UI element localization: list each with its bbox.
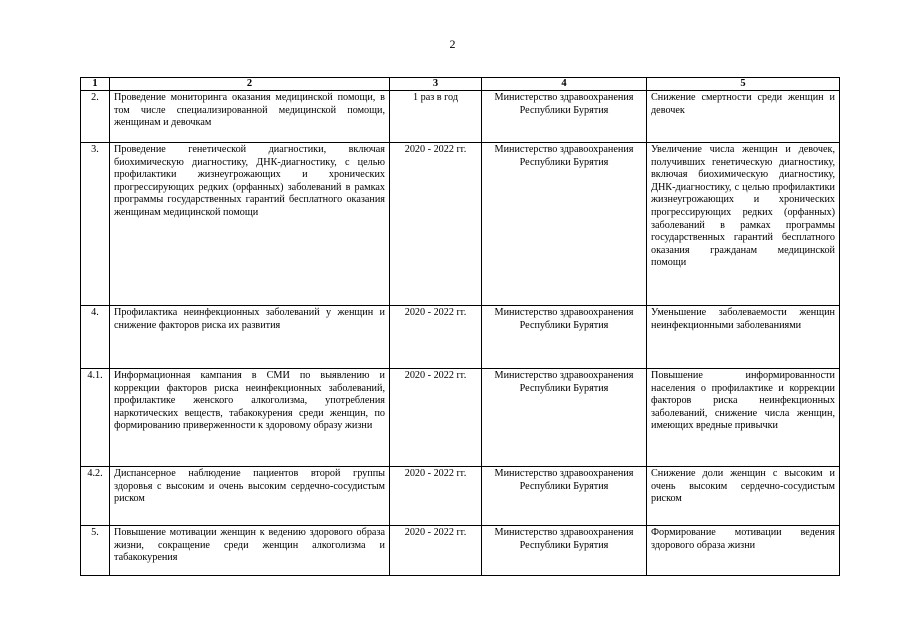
executor-cell: Министерство здравоохранения Республики Бурятия	[482, 526, 647, 576]
header-col-4: 4	[482, 78, 647, 91]
row-number: 2.	[81, 91, 110, 143]
period-cell: 2020 - 2022 гг.	[390, 306, 482, 369]
row-number: 5.	[81, 526, 110, 576]
table-row	[81, 467, 840, 526]
period-cell: 1 раз в год	[390, 91, 482, 143]
executor-cell: Министерство здравоохранения Республики Бурятия	[482, 306, 647, 369]
activity-cell: Профилактика неинфекционных заболеваний у женщин и снижение факторов риска их развития	[110, 306, 390, 369]
executor-cell: Министерство здравоохранения Республики Бурятия	[482, 91, 647, 143]
measures-table	[80, 77, 840, 576]
executor-cell: Министерство здравоохранения Республики Бурятия	[482, 369, 647, 467]
activity-cell: Проведение мониторинга оказания медицинской помощи, в том числе специализированной медицинской помощи, женщинам и девочкам	[110, 91, 390, 143]
result-cell: Формирование мотивации ведения здорового образа жизни	[647, 526, 840, 576]
executor-cell: Министерство здравоохранения Республики Бурятия	[482, 143, 647, 306]
result-cell: Повышение информированности населения о профилактике и коррекции факторов риска неинфекционных заболеваний, снижение числа женщин, имеющих вредные привычки	[647, 369, 840, 467]
result-cell: Уменьшение заболеваемости женщин неинфекционными заболеваниями	[647, 306, 840, 369]
result-cell: Снижение смертности среди женщин и девочек	[647, 91, 840, 143]
activity-cell: Проведение генетической диагностики, включая биохимическую диагностику, ДНК-диагностику, с целью профилактики жизнеугрожающих и хронических прогрессирующих редких (орфанных) заболеваний в рамках программы государственных гарантий бесплатного оказания женщинам медицинской помощи	[110, 143, 390, 306]
table-row	[81, 526, 840, 576]
row-number: 4.1.	[81, 369, 110, 467]
executor-cell: Министерство здравоохранения Республики Бурятия	[482, 467, 647, 526]
period-cell: 2020 - 2022 гг.	[390, 526, 482, 576]
header-col-5: 5	[647, 78, 840, 91]
header-col-2: 2	[110, 78, 390, 91]
activity-cell: Повышение мотивации женщин к ведению здорового образа жизни, сокращение среди женщин алкоголизма и табакокурения	[110, 526, 390, 576]
row-number: 3.	[81, 143, 110, 306]
table-row	[81, 91, 840, 143]
result-cell: Снижение доли женщин с высоким и очень высоким сердечно-сосудистым риском	[647, 467, 840, 526]
table-row	[81, 369, 840, 467]
period-cell: 2020 - 2022 гг.	[390, 369, 482, 467]
table-row	[81, 306, 840, 369]
row-number: 4.	[81, 306, 110, 369]
row-number: 4.2.	[81, 467, 110, 526]
header-col-1: 1	[81, 78, 110, 91]
period-cell: 2020 - 2022 гг.	[390, 143, 482, 306]
table-header-row	[81, 78, 840, 91]
page-number: 2	[449, 37, 456, 51]
activity-cell: Информационная кампания в СМИ по выявлению и коррекции факторов риска неинфекционных заболеваний, профилактике женского алкоголизма, употребления наркотических веществ, табакокурения среди женщин, по формированию приверженности к здоровому образу жизни	[110, 369, 390, 467]
period-cell: 2020 - 2022 гг.	[390, 467, 482, 526]
header-col-3: 3	[390, 78, 482, 91]
result-cell: Увеличение числа женщин и девочек, получивших генетическую диагностику, включая биохимическую диагностику, ДНК-диагностику, с целью профилактики жизнеугрожающих и хронических прогрессирующих редких (орфанных) заболеваний в рамках программы государственных гарантий бесплатного оказания гражданам медицинской помощи	[647, 143, 840, 306]
table-row	[81, 143, 840, 306]
activity-cell: Диспансерное наблюдение пациентов второй группы здоровья с высоким и очень высоким сердечно-сосудистым риском	[110, 467, 390, 526]
